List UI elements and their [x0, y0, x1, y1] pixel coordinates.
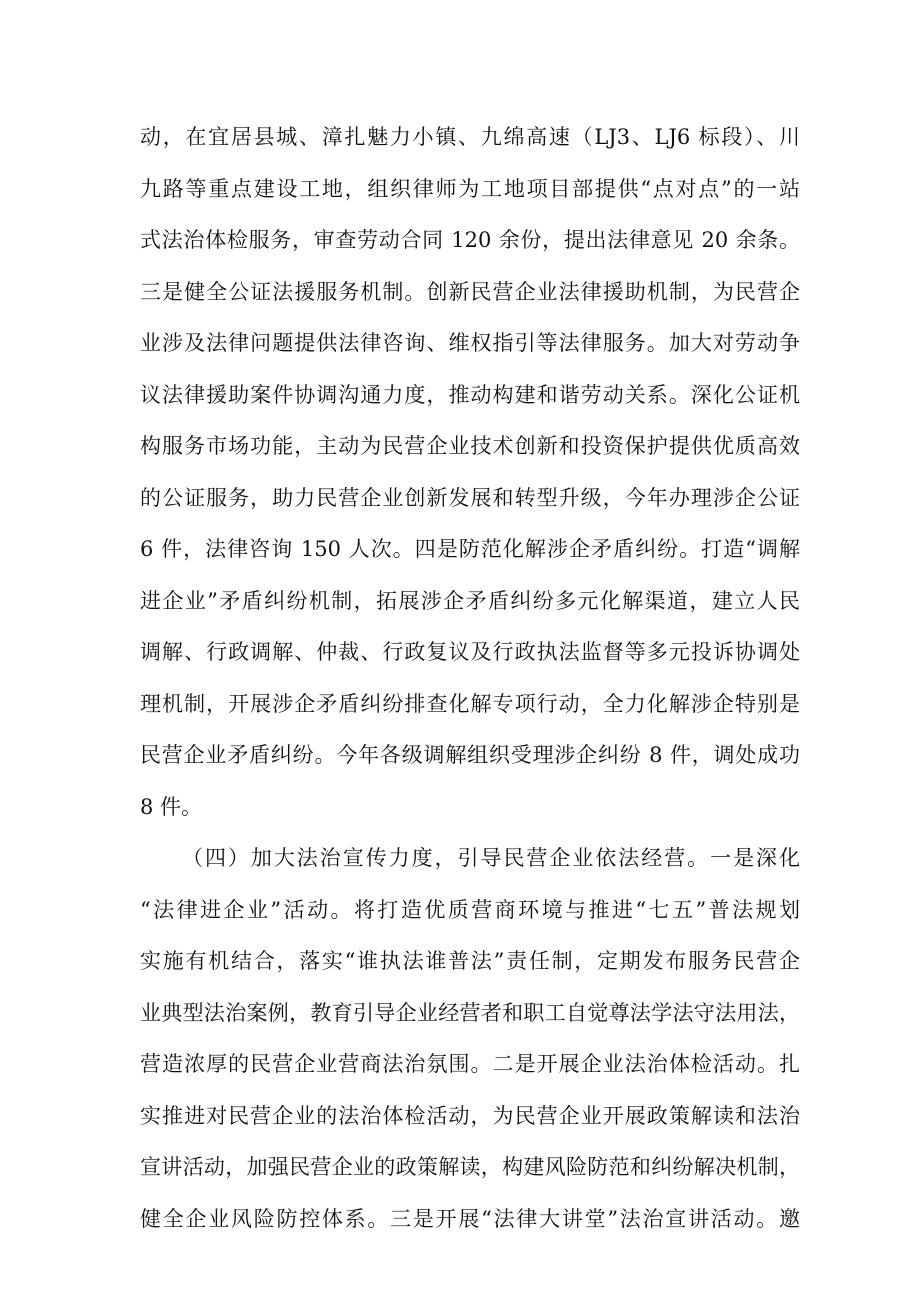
text-line: 民营企业矛盾纠纷。今年各级调解组织受理涉企纠纷 8 件，调处成功 [140, 743, 800, 767]
text-line: 理机制，开展涉企矛盾纠纷排查化解专项行动，全力化解涉企特别是 [140, 691, 800, 716]
text-line: 营造浓厚的民营企业营商法治氛围。二是开展企业法治体检活动。扎 [140, 1052, 800, 1076]
text-line: 健全企业风险防控体系。三是开展“法律大讲堂”法治宣讲活动。邀 [140, 1206, 800, 1231]
text-line: 的公证服务，助力民营企业创新发展和转型升级，今年办理涉企公证 [140, 485, 800, 510]
document-body [140, 112, 800, 1245]
text-line: 8 件。 [140, 794, 203, 819]
text-line: 宣讲活动，加强民营企业的政策解读，构建风险防范和纠纷解决机制， [140, 1155, 800, 1179]
text-line: 业涉及法律问题提供法律咨询、维权指引等法律服务。加大对劳动争 [140, 331, 800, 355]
text-line: 实推进对民营企业的法治体检活动，为民营企业开展政策解读和法治 [140, 1103, 800, 1128]
text-line: 九路等重点建设工地，组织律师为工地项目部提供“点对点”的一站 [140, 176, 800, 201]
text-line: 进企业”矛盾纠纷机制，拓展涉企矛盾纠纷多元化解渠道，建立人民 [140, 588, 800, 613]
text-line: 议法律援助案件协调沟通力度，推动构建和谐劳动关系。深化公证机 [140, 382, 800, 407]
text-line: “法律进企业”活动。将打造优质营商环境与推进“七五”普法规划 [140, 897, 800, 922]
text-line: 式法治体检服务，审查劳动合同 120 余份，提出法律意见 20 余条。 [140, 228, 800, 252]
text-line: 构服务市场功能，主动为民营企业技术创新和投资保护提供优质高效 [140, 434, 800, 458]
text-line: 动，在宜居县城、漳扎魅力小镇、九绵高速（LJ3、LJ6 标段）、川 [140, 125, 800, 149]
text-line: 实施有机结合，落实“谁执法谁普法”责任制，定期发布服务民营企 [140, 949, 800, 973]
text-line: 三是健全公证法援服务机制。创新民营企业法律援助机制，为民营企 [140, 279, 800, 304]
text-line: 6 件，法律咨询 150 人次。四是防范化解涉企矛盾纠纷。打造“调解 [140, 537, 800, 561]
text-line: 调解、行政调解、仲裁、行政复议及行政执法监督等多元投诉协调处 [140, 640, 800, 664]
text-line: 业典型法治案例，教育引导企业经营者和职工自觉尊法学法守法用法， [140, 1000, 800, 1025]
section-heading-line: （四）加大法治宣传力度，引导民营企业依法经营。一是深化 [182, 846, 800, 870]
